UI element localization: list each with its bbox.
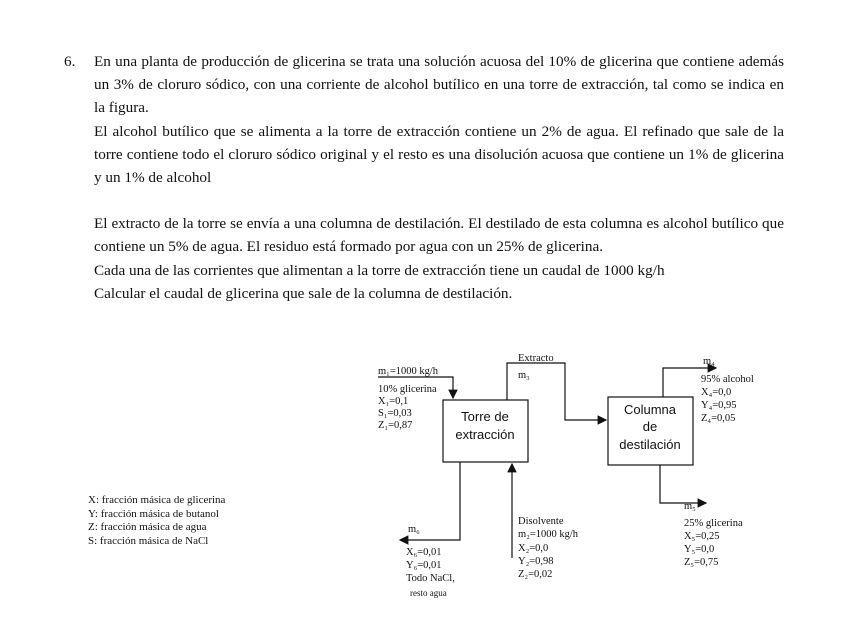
extract-label: Extracto	[518, 353, 554, 364]
solvent-z: Z₂=0,02	[518, 569, 553, 580]
paragraph-5: Calcular el caudal de glicerina que sale de la columna de destilación.	[94, 284, 513, 302]
feed-flow: m₁=1000 kg/h	[378, 366, 439, 377]
raffinate-x: X₆=0,01	[406, 547, 442, 558]
paragraph-2: El alcohol butílico que se alimenta a la torre de extracción contiene un 2% de agua. El refinado que sale de la torre contiene todo el cloruro sódico original y el resto es una disolución acuosa que contiene un 1% de glicerina y un 1% de alcohol	[94, 122, 784, 187]
distillate-composition: 95% alcohol	[701, 374, 754, 385]
problem-number: 6.	[64, 53, 76, 70]
legend-item-z: Z: fracción másica de agua	[88, 521, 207, 534]
residue-y: Y₅=0,0	[684, 544, 715, 555]
feed-x: X₁=0,1	[378, 396, 409, 407]
residue-composition: 25% glicerina	[684, 518, 743, 529]
solvent-y: Y₂=0,98	[518, 556, 554, 567]
residue-stream-arrow	[660, 465, 706, 503]
feed-z: Z₁=0,87	[378, 420, 413, 431]
solvent-flow: m₂=1000 kg/h	[518, 529, 579, 540]
distillate-z: Z₄=0,05	[701, 413, 736, 424]
legend	[88, 494, 225, 548]
column-label-2: de	[642, 419, 658, 434]
raffinate-y: Y₆=0,01	[406, 560, 442, 571]
raffinate-nacl: Todo NaCl,	[406, 573, 455, 584]
residue-z: Z₅=0,75	[684, 557, 719, 568]
solvent-x: X₂=0,0	[518, 543, 549, 554]
column-label-3: destilación	[619, 437, 681, 452]
residue-flow: m₅	[684, 501, 696, 512]
paragraph-4: Cada una de las corrientes que alimentan a la torre de extracción tiene un caudal de 1000 kg/h	[94, 261, 665, 279]
paragraph-1: En una planta de producción de glicerina se trata una solución acuosa del 10% de glicerina que contiene además un 3% de cloruro sódico, con una corriente de alcohol butílico en una torre de extracción, tal como se indica en la figura.	[94, 53, 784, 117]
extract-flow: m₃	[518, 370, 530, 381]
tower-label-2: extracción	[455, 427, 515, 442]
distillate-x: X₄=0,0	[701, 387, 732, 398]
legend-item-x: X: fracción másica de glicerina	[88, 494, 226, 506]
tower-label-1: Torre de	[461, 409, 509, 424]
solvent-label: Disolvente	[518, 516, 564, 527]
raffinate-flow: m₆	[408, 524, 420, 535]
residue-x: X₅=0,25	[684, 531, 720, 542]
legend-item-y: Y: fracción másica de butanol	[88, 507, 219, 520]
column-label-1: Columna	[623, 402, 677, 417]
paragraph-3: El extracto de la torre se envía a una columna de destilación. El destilado de esta columna es alcohol butílico que contiene un 5% de agua. El residuo está formado por agua con un 25% de glicerina.	[94, 215, 784, 256]
feed-composition: 10% glicerina	[378, 384, 437, 395]
distillate-y: Y₄=0,95	[701, 400, 737, 411]
distillate-flow: m₄	[703, 356, 715, 367]
legend-item-s: S: fracción másica de NaCl	[88, 534, 209, 547]
feed-s: S₁=0,03	[378, 408, 412, 419]
raffinate-rest: resto agua	[410, 588, 447, 598]
